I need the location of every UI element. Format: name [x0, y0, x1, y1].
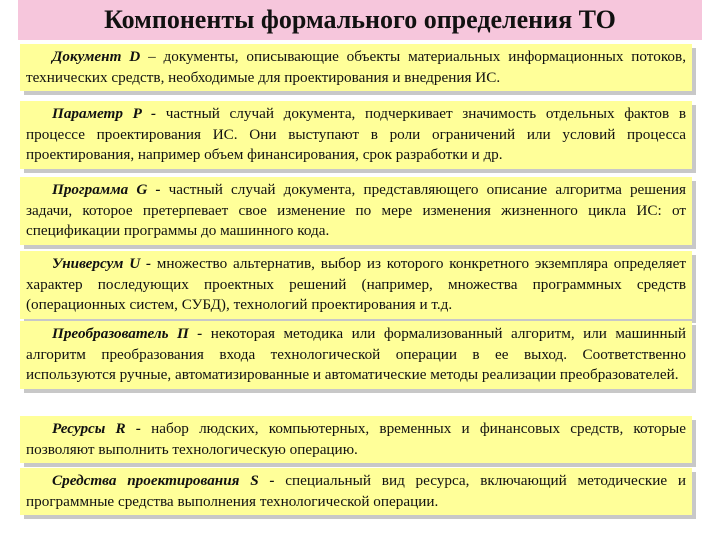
term: Преобразователь П -: [52, 325, 203, 342]
definition-card-universe: [20, 251, 692, 319]
term: Документ D: [52, 48, 141, 65]
definition-card-document: [20, 44, 692, 91]
definition: множество альтернатив, выбор из которого конкретного экземпляра определяет характер последующих проектных решений (например, множества программных средств (операционных систем, СУБД), технологий проектирования и т.д.: [26, 255, 686, 313]
definition: набор людских, компьютерных, временных и финансовых средств, которые позволяют выполнить технологическую операцию.: [26, 420, 686, 458]
definition: специальный вид ресурса, включающий методические и программные средства выполнения технологической операции.: [26, 472, 686, 510]
term: Универсум U -: [52, 255, 152, 272]
definition-card-transformer: [20, 321, 692, 389]
term: Ресурсы R -: [52, 420, 141, 437]
slide-title: Компоненты формального определения ТО: [104, 5, 616, 34]
term: Параметр P -: [52, 105, 157, 122]
definition: – документы, описывающие объекты материальных информационных потоков, технических средств, необходимые для проектирования и внедрения ИС.: [26, 48, 686, 86]
definition: частный случай документа, представляющего описание алгоритма решения задачи, которое претерпевает свое изменение по мере изменения жизненного цикла ИС: от спецификации программы до машинного кода.: [26, 181, 686, 239]
title-bar: [18, 0, 702, 40]
definition-card-parameter: [20, 101, 692, 169]
definition-card-resources: [20, 416, 692, 463]
definition: некоторая методика или формализованный алгоритм, или машинный алгоритм преобразования входа технологической операции в ее выход. Соответственно используются ручные, автоматизированные и автоматические методы реализации преобразователей.: [26, 325, 686, 383]
definition-card-program: [20, 177, 692, 245]
definition: частный случай документа, подчеркивает значимость отдельных фактов в процессе проектирования ИС. Они выступают в роли ограничений или условий процесса проектирования, например объем финансирования, срок разработки и др.: [26, 105, 686, 163]
term: Программа G -: [52, 181, 161, 198]
term: Средства проектирования S -: [52, 472, 275, 489]
definition-card-design-tools: [20, 468, 692, 515]
